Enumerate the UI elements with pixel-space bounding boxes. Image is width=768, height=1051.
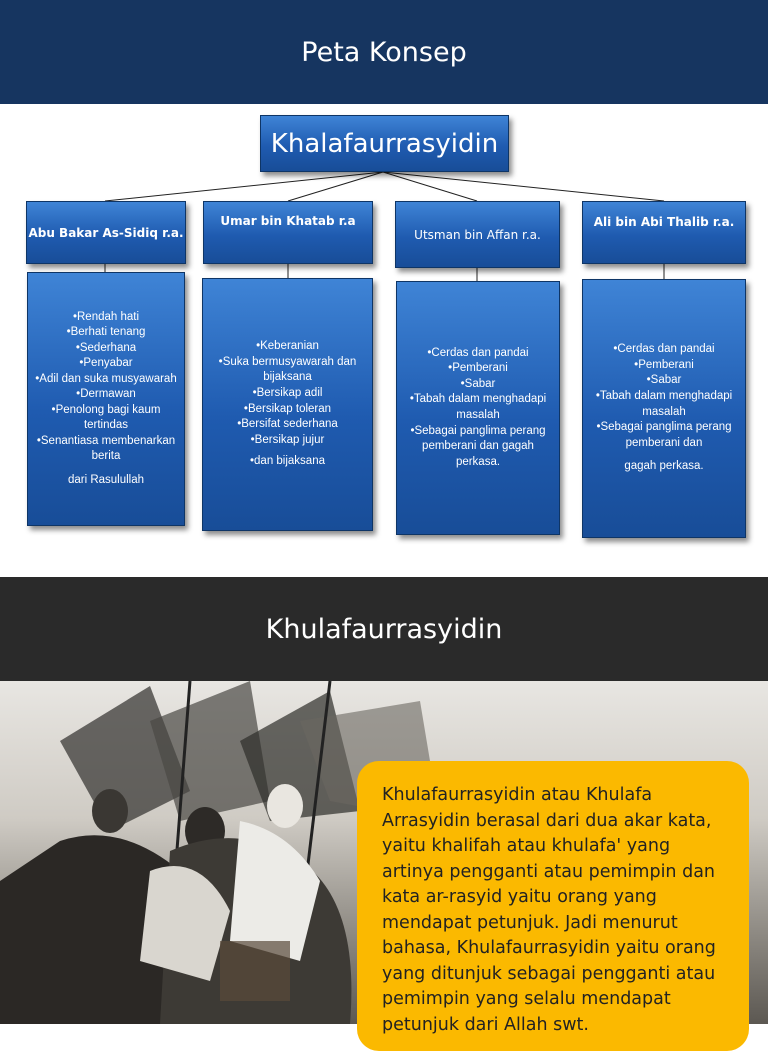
abu-bakar-name: Abu Bakar As-Sidiq r.a. [28,225,184,240]
trait-item: •Tabah dalam menghadapi masalah [409,393,547,421]
concept-root-label: Khalafaurrasyidin [270,128,499,159]
ali-traits-box [582,279,746,538]
connector-line [288,172,383,201]
utsman-name: Utsman bin Affan r.a. [414,227,541,242]
trait-item: dari Rasulullah [67,473,145,486]
trait-item: •Rendah hati [72,310,140,323]
connector-line [105,172,383,201]
trait-item: •Sebagai panglima perang pemberani dan gagah perkasa. [410,424,546,468]
definition-text: Khulafaurrasyidin atau Khulafa Arrasyidin berasal dari dua akar kata, yaitu khalifah atau khulafa' yang artinya pengganti atau pemimpin dan kata ar-rasyid yaitu orang yang mendapat petunjuk. Jadi menurut bahasa, Khulafaurrasyidin yaitu orang yang ditunjuk sebagai pengganti atau pemimpin yang selalu mendapat petunjuk dari Allah swt. [382,785,716,1035]
trait-item: •Cerdas dan pandai [427,346,529,359]
umar-traits-box [202,278,373,531]
trait-item: •Tabah dalam menghadapi masalah [595,389,733,418]
trait-item: •Keberanian [256,340,319,353]
trait-item: •Bersikap jujur [250,433,325,446]
trait-item: •Bersikap toleran [243,402,332,415]
slide1-title: Peta Konsep [301,36,467,68]
utsman-traits-box [396,281,560,535]
umar-name: Umar bin Khatab r.a [220,214,356,228]
trait-item: •Pemberani [634,358,694,371]
trait-item: •Adil dan suka musyawarah [35,372,177,385]
ali-name: Ali bin Abi Thalib r.a. [593,215,735,229]
slide2-title: Khulafaurrasyidin [265,613,503,645]
trait-item: •Sederhana [75,341,137,354]
connector-line [383,172,664,201]
trait-item: •Suka bermusyawarah dan bijaksana [218,355,357,384]
trait-item: •Berhati tenang [66,326,146,339]
trait-item: •Sabar [460,377,496,390]
trait-item: •Sabar [646,374,682,387]
trait-item: •Senantiasa membenarkan berita [36,434,176,463]
trait-item: •Penyabar [79,357,133,370]
trait-item: •Dermawan [76,388,136,401]
concept-root-box [260,115,509,172]
trait-item: •Bersifat sederhana [237,418,338,431]
trait-item: •Penolong bagi kaum tertindas [51,403,161,432]
utsman-header-box [395,201,560,268]
definition-callout [357,761,749,1051]
trait-item: •dan bijaksana [250,455,325,468]
trait-item: gagah perkasa. [624,460,704,473]
abu-bakar-traits-box [27,272,185,526]
trait-item: •Bersikap adil [252,386,323,399]
ali-header-box [582,201,746,264]
trait-item: •Cerdas dan pandai [613,343,715,356]
trait-item: •Sebagai panglima perang pemberani dan [596,421,732,449]
slide2-title-bar [0,577,768,681]
umar-header-box [203,201,373,264]
trait-item: •Pemberani [448,362,508,375]
abu-bakar-header-box [26,201,186,264]
